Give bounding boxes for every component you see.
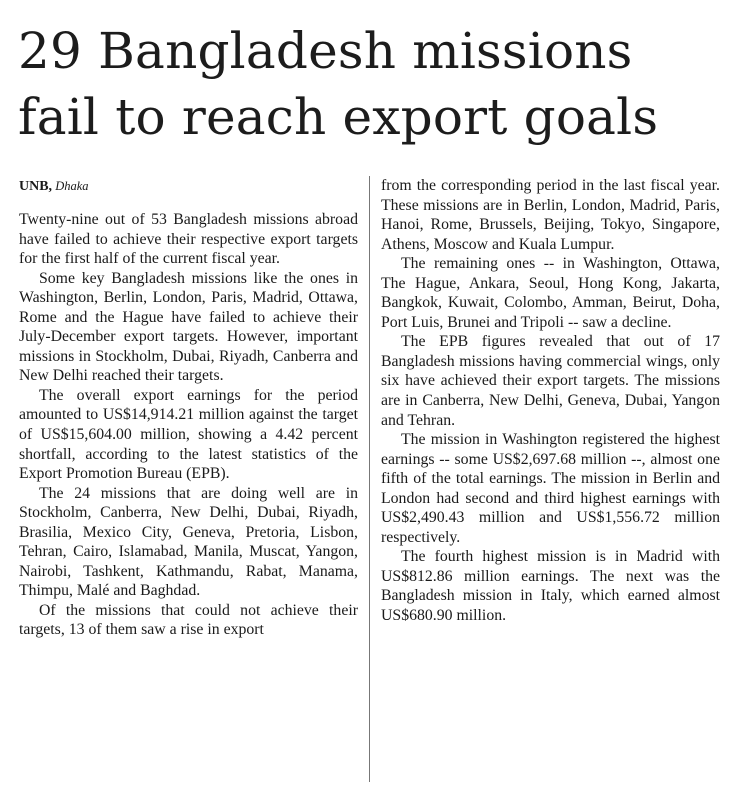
paragraph-4: The 24 missions that are doing well are in Stockholm, Canberra, New Delhi, Dubai, Riyadh, Brasilia, Mexico City, Geneva, Pretoria, Lisbon, Tehran, Cairo, Islamabad, Manila, Muscat, Yangon, Nairobi, Tashkent, Kathmandu, Rabat, Manama, Thimpu, Malé and Baghdad. <box>19 484 358 600</box>
paragraph-6: The remaining ones -- in Washington, Ottawa, The Hague, Ankara, Seoul, Hong Kong, Jakarta, Bangkok, Kuwait, Colombo, Amman, Beirut, Doha, Port Luis, Brunei and Tripoli -- saw a decline. <box>381 255 720 331</box>
byline-place: Dhaka <box>55 179 89 193</box>
paragraph-9: The fourth highest mission is in Madrid with US$812.86 million earnings. The next was the Bangladesh mission in Italy, which earned almost US$680.90 million. <box>381 548 720 625</box>
paragraph-8: The mission in Washington registered the highest earnings -- some US$2,697.68 million --, almost one fifth of the total earnings. The mission in Berlin and London had second and third highest earnings with US$2,490.43 million and US$1,556.72 million respectively. <box>381 431 720 546</box>
column-right <box>381 176 720 626</box>
byline <box>19 176 358 197</box>
paragraph-3: The overall export earnings for the period amounted to US$14,914.21 million against the target of US$15,604.00 million, showing a 4.42 percent shortfall, according to the latest statistics of the Export Promotion Bureau (EPB). <box>19 386 358 483</box>
paragraph-5: Of the missions that could not achieve their targets, 13 of them saw a rise in export <box>19 601 358 639</box>
paragraph-2: Some key Bangladesh missions like the ones in Washington, Berlin, London, Paris, Madrid, Ottawa, Rome and the Hague have failed to achieve their July-December export targets. However, important missions in Stockholm, Dubai, Riyadh, Canberra and New Delhi reached their targets. <box>19 269 358 385</box>
paragraph-7: The EPB figures revealed that out of 17 Bangladesh missions having commercial wings, only six have achieved their export targets. The missions are in Canberra, New Delhi, Geneva, Dubai, Yangon and Tehran. <box>381 333 720 429</box>
paragraph-5-continued: from the corresponding period in the last fiscal year. These missions are in Berlin, London, Madrid, Paris, Hanoi, Rome, Brussels, Beijing, Tokyo, Singapore, Athens, Moscow and Kuala Lumpur. <box>381 177 720 253</box>
column-left <box>19 176 358 640</box>
article-body <box>19 176 721 784</box>
headline <box>18 18 723 150</box>
column-divider <box>369 176 370 782</box>
paragraph-1: Twenty-nine out of 53 Bangladesh missions abroad have failed to achieve their respective export targets for the first half of the current fiscal year. <box>19 211 358 268</box>
headline-line-1: 29 Bangladesh missions <box>18 22 633 80</box>
byline-agency: UNB, <box>19 179 53 194</box>
headline-line-2: fail to reach export goals <box>18 88 659 146</box>
